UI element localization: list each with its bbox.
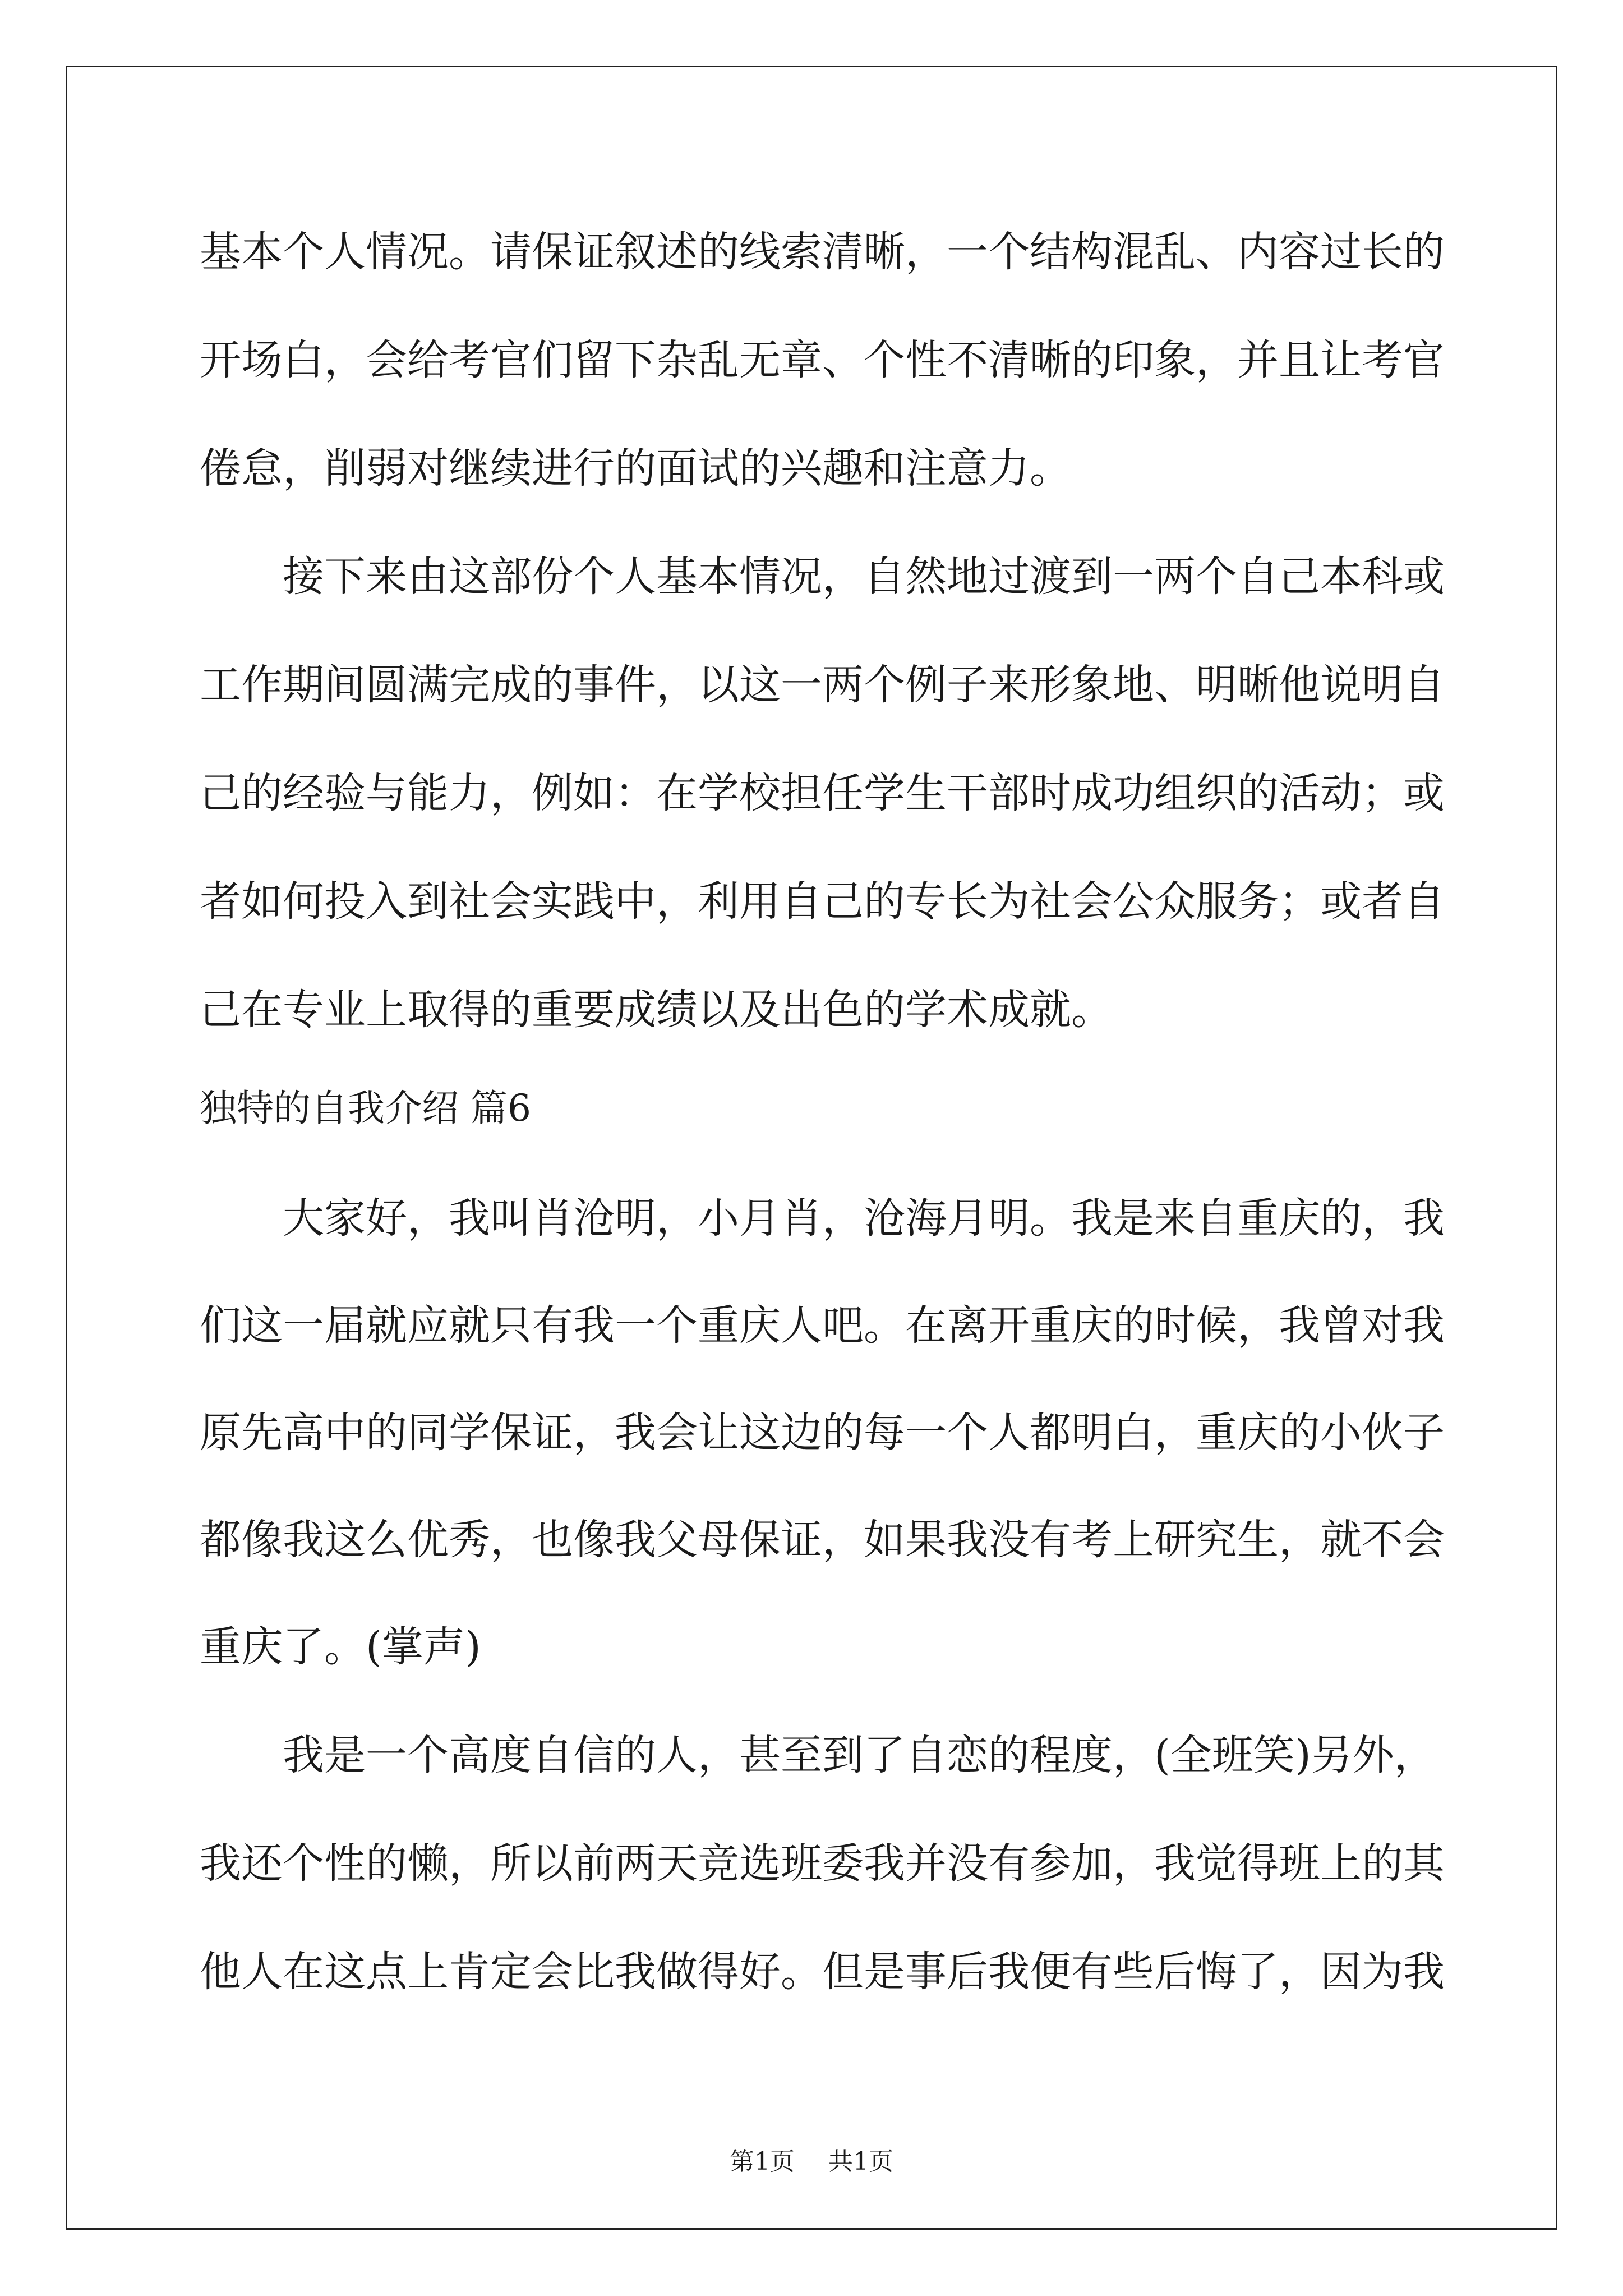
paragraph-line: 者如何投入到社会实践中，利用自己的专长为社会公众服务；或者自 bbox=[200, 877, 1445, 926]
page-footer bbox=[0, 2147, 1623, 2176]
paragraph-line: 都像我这么优秀，也像我父母保证，如果我没有考上研究生，就不会 bbox=[200, 1516, 1445, 1564]
paragraph-line: 原先高中的同学保证，我会让这边的每一个人都明白，重庆的小伙子 bbox=[200, 1409, 1445, 1457]
paragraph-line: 己的经验与能力，例如：在学校担任学生干部时成功组织的活动；或 bbox=[200, 769, 1445, 817]
page-total: 共1页 bbox=[828, 2147, 893, 2176]
paragraph-line: 我还个性的懒，所以前两天竞选班委我并没有参加，我觉得班上的其 bbox=[200, 1839, 1445, 1888]
paragraph-line: 倦怠，削弱对继续进行的面试的兴趣和注意力。 bbox=[200, 444, 1071, 493]
paragraph-line: 们这一届就应就只有我一个重庆人吧。在离开重庆的时候，我曾对我 bbox=[200, 1301, 1445, 1350]
paragraph-line: 大家好，我叫肖沧明，小月肖，沧海月明。我是来自重庆的，我 bbox=[283, 1194, 1445, 1243]
paragraph-line: 工作期间圆满完成的事件，以这一两个例子来形象地、明晰他说明自 bbox=[200, 661, 1445, 709]
page-border bbox=[66, 66, 1557, 2230]
paragraph-line: 开场白，会给考官们留下杂乱无章、个性不清晰的印象，并且让考官 bbox=[200, 336, 1445, 384]
paragraph-line: 己在专业上取得的重要成绩以及出色的学术成就。 bbox=[200, 986, 1113, 1034]
page-number: 第1页 bbox=[730, 2147, 795, 2176]
paragraph-line: 重庆了。(掌声) bbox=[200, 1623, 481, 1671]
paragraph-line: 他人在这点上肯定会比我做得好。但是事后我便有些后悔了，因为我 bbox=[200, 1948, 1445, 1996]
paragraph-line: 基本个人情况。请保证叙述的线索清晰，一个结构混乱、内容过长的 bbox=[200, 228, 1445, 276]
paragraph-line: 接下来由这部份个人基本情况，自然地过渡到一两个自己本科或 bbox=[283, 553, 1445, 601]
paragraph-line: 我是一个高度自信的人，甚至到了自恋的程度，(全班笑)另外， bbox=[283, 1731, 1436, 1779]
section-heading: 独特的自我介绍 篇6 bbox=[200, 1087, 531, 1130]
